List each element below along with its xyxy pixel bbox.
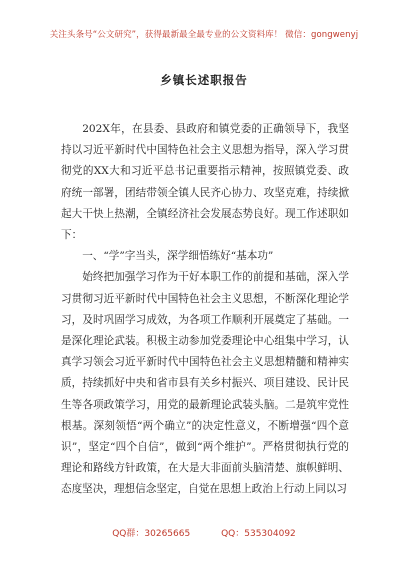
document-body — [61, 119, 349, 501]
footer-contact — [0, 526, 408, 539]
header-promo-note: 关注头条号“公文研究”，获得最新最全最专业的公文资料库！ 微信：gongwenyj — [49, 30, 359, 40]
section-heading-1: 一、“学”字当头，深学细悟练好“基本功” — [82, 250, 274, 263]
paragraph-intro: 202X年，在县委、县政府和镇党委的正确领导下，我坚持以习近平新时代中国特色社会主义思想为指导，深入学习贯彻党的XX大和习近平总书记重要指示精神，按照镇党委、政府统一部署，团结带领全镇人民齐心协力、攻坚克难，持续掀起大干快上热潮，全镇经济社会发展态势良好。现工作述职如下： — [61, 123, 349, 242]
document-title: 乡镇长述职报告 — [160, 73, 248, 87]
footer-qq-group: QQ群：30265665 — [112, 529, 191, 539]
paragraph-section-1: 始终把加强学习作为干好本职工作的前提和基础，深入学习贯彻习近平新时代中国特色社会主义思想，不断深化理论学习，及时巩固学习成效，为各项工作顺利开展奠定了基础。一是深化理论武装。积极主动参加党委理论中心组集中学习，认真学习领会习近平新时代中国特色社会主义思想精髓和精神实质，持续抓好中央和省市县有关乡村振兴、项目建设、民计民生等各项政策学习，用党的最新理论武装头脑。二是筑牢党性根基。深刻领悟“两个确立”的决定性意义，不断增强“四个意识”，坚定“四个自信”，做到“两个维护”。严格贯彻执行党的理论和路线方针政策，在大是大非面前头脑清楚、旗帜鲜明、态度坚决，理想信念坚定，自觉在思想上政治上行动上同以习 — [61, 271, 349, 496]
footer-qq-number: QQ：535304092 — [221, 529, 296, 539]
